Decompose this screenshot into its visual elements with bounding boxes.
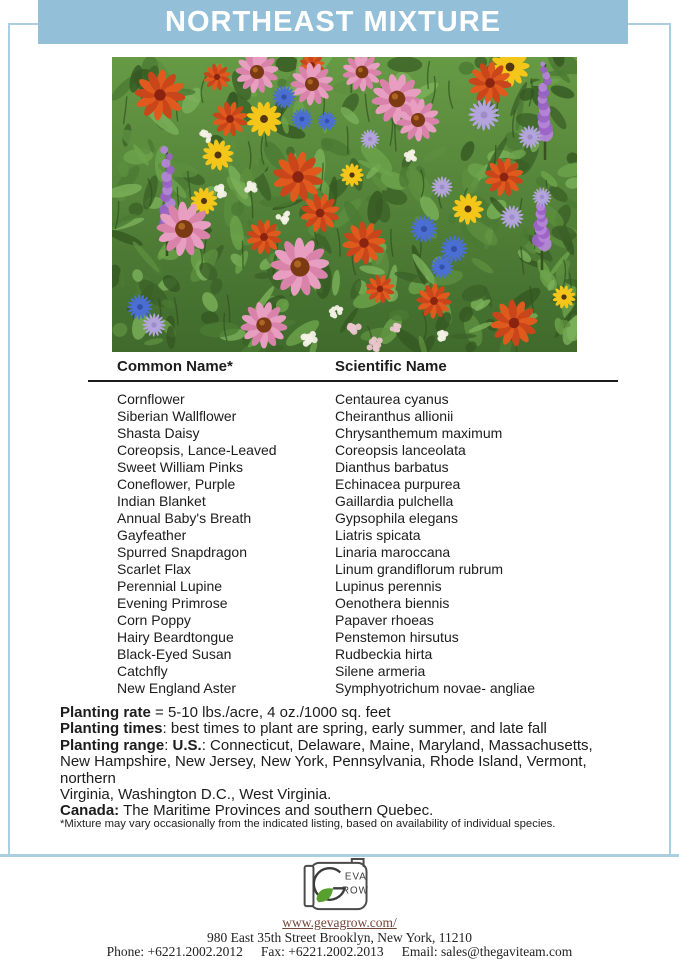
table-row [88,459,618,476]
scientific-name-cell: Symphyotrichum novae- angliae [335,680,535,696]
table-row [88,595,618,612]
scientific-name-cell: Rudbeckia hirta [335,646,433,662]
common-name-cell: Perennial Lupine [117,578,223,594]
scientific-name-cell: Centaurea cyanus [335,391,449,407]
common-name-cell: Coneflower, Purple [117,476,236,492]
common-name-cell: Scarlet Flax [117,561,191,577]
table-row [88,544,618,561]
table-row [88,493,618,510]
footer [0,916,679,960]
scientific-name-cell: Echinacea purpurea [335,476,461,492]
table-row [88,425,618,442]
address-line: 980 East 35th Street Brooklyn, New York, 11210 [207,929,472,945]
table-row [88,663,618,680]
wildflower-photo [112,57,577,352]
contact-item: Phone: +6221.2002.2012 [106,944,243,960]
species-table [88,358,618,697]
contact-item: Fax: +6221.2002.2013 [260,944,384,960]
scientific-name-cell: Oenothera biennis [335,595,450,611]
common-name-cell: Sweet William Pinks [117,459,244,475]
scientific-name-cell: Linum grandiflorum rubrum [335,561,504,577]
common-name-cell: Black-Eyed Susan [117,646,232,662]
scientific-name-cell: Lupinus perennis [335,578,442,594]
logo-text-top: EVA [344,871,367,883]
scientific-name-cell: Gaillardia pulchella [335,493,454,509]
common-name-cell: Hairy Beardtongue [117,629,234,645]
footer-divider [0,854,679,857]
page-title: NORTHEAST MIXTURE [165,5,501,38]
common-name-cell: Evening Primrose [117,595,228,611]
contact-line [0,945,679,960]
common-name-header: Common Name* [117,358,233,375]
common-name-cell: Indian Blanket [117,493,206,509]
table-row [88,561,618,578]
table-row [88,578,618,595]
table-row [88,408,618,425]
common-name-cell: Spurred Snapdragon [117,544,247,560]
flower-field-svg [112,57,577,352]
common-name-cell: Coreopsis, Lance-Leaved [117,442,277,458]
table-header-rule [88,380,618,382]
table-row [88,612,618,629]
common-name-cell: Corn Poppy [117,612,191,628]
common-name-cell: Siberian Wallflower [117,408,237,424]
common-name-cell: New England Aster [117,680,237,696]
scientific-name-cell: Penstemon hirsutus [335,629,459,645]
gevagrow-logo-icon [299,858,381,915]
table-row [88,510,618,527]
table-row [88,680,618,697]
table-body [88,391,618,697]
scientific-name-cell: Dianthus barbatus [335,459,449,475]
scientific-name-cell: Gypsophila elegans [335,510,458,526]
scientific-name-cell: Linaria maroccana [335,544,451,560]
table-row [88,442,618,459]
table-row [88,391,618,408]
scientific-name-cell: Cheiranthus allionii [335,408,454,424]
common-name-cell: Cornflower [117,391,185,407]
planting-info: Planting rate = 5-10 lbs./acre, 4 oz./1000 sq. feet Planting times: best times to plant are spring, early summer, and late fall Planting range: U.S.: Connecticut, Delaware, Maine, Maryland, Massachusetts, New Hampshire, New Jersey, New York, Pennsylvania, Rhode Island, Vermont, northern Virginia, Washington D.C., West Virginia. Canada: The Maritime Provinces and southern Quebec. [60,704,593,820]
scientific-name-cell: Silene armeria [335,663,426,679]
logo-text-bottom: ROW [341,885,369,897]
gevagrow-logo [299,858,381,920]
common-name-cell: Annual Baby's Breath [117,510,252,526]
scientific-name-cell: Papaver rhoeas [335,612,434,628]
website-link[interactable]: www.gevagrow.com/ [282,915,397,930]
title-banner [38,0,628,44]
contact-item: Email: sales@thegaviteam.com [401,944,573,960]
common-name-cell: Gayfeather [117,527,187,543]
disclaimer-note: *Mixture may vary occasionally from the indicated listing, based on availability of individual species. [60,818,556,830]
scientific-name-header: Scientific Name [335,358,447,375]
common-name-cell: Catchfly [117,663,168,679]
table-row [88,646,618,663]
table-row [88,527,618,544]
table-row [88,476,618,493]
scientific-name-cell: Coreopsis lanceolata [335,442,466,458]
scientific-name-cell: Liatris spicata [335,527,421,543]
table-header-row [88,358,618,376]
scientific-name-cell: Chrysanthemum maximum [335,425,503,441]
common-name-cell: Shasta Daisy [117,425,200,441]
table-row [88,629,618,646]
